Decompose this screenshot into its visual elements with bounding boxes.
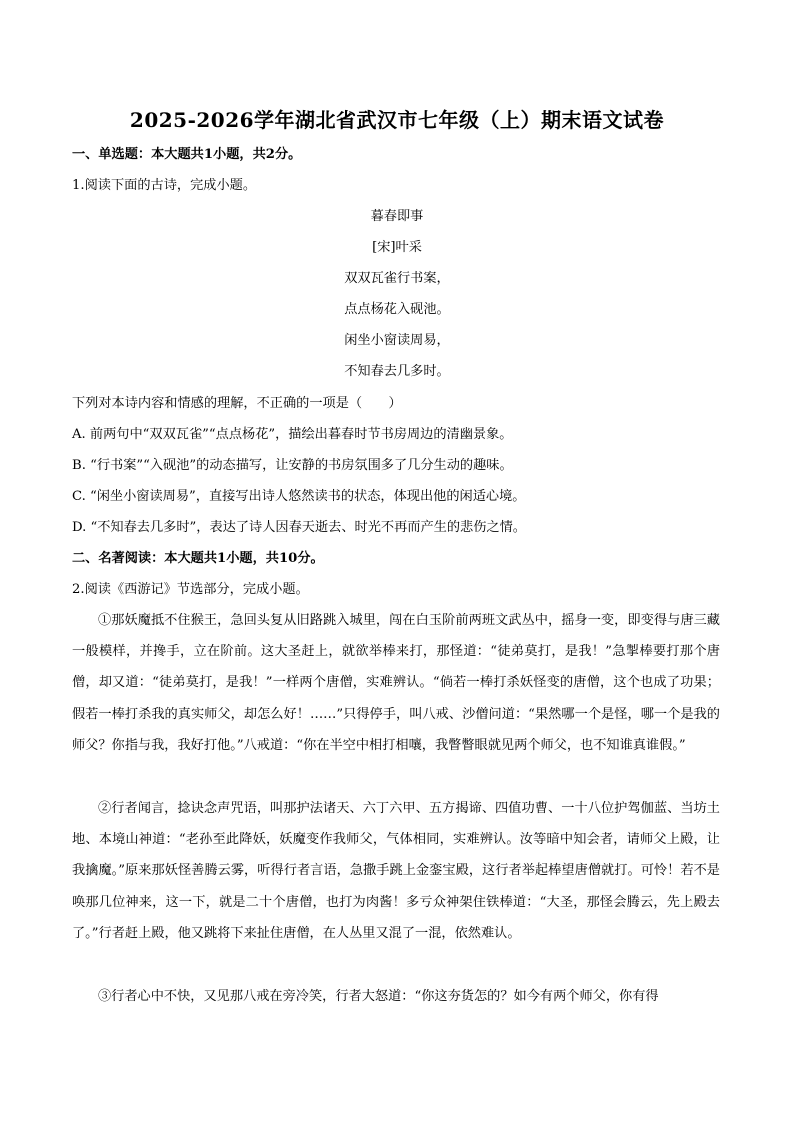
question-1-stem: 下列对本诗内容和情感的理解，不正确的一项是（ ） — [72, 396, 402, 411]
option-d: D. “不知春去几多时”，表达了诗人因春天逝去、时光不再而产生的悲伤之情。 — [72, 520, 526, 535]
page-title: 2025-2026学年湖北省武汉市七年级（上）期末语文试卷 — [129, 108, 665, 132]
poem-line-1: 双双瓦雀行书案， — [344, 271, 450, 286]
option-b: B. “行书案”“入砚池”的动态描写，让安静的书房氛围多了几分生动的趣味。 — [72, 458, 513, 473]
passage-paragraph-1: ①那妖魔抵不住猴王，急回头复从旧路跳入城里，闯在白玉阶前两班文武丛中，摇身一变，即变得与唐三藏一般模样，并搀手，立在阶前。这大圣赶上，就欲举棒来打，那怪道：“徒弟莫打，是我！”急掣棒要打那个唐僧，却又道：“徒弟莫打，是我！”一样两个唐僧，实难辨认。“倘若一棒打杀妖怪变的唐僧，这个也成了功果；假若一棒打杀我的真实师父，却怎么好！……”只得停手，叫八戒、沙僧问道：“果然哪一个是怪，哪一个是我的师父？你指与我，我好打他。”八戒道：“你在半空中相打相嚷，我瞥瞥眼就见两个师父，也不知谁真谁假。” — [72, 613, 720, 753]
poem-line-3: 闲坐小窗读周易， — [344, 333, 450, 348]
poem-line-2: 点点杨花入砚池。 — [344, 302, 450, 317]
section-1-heading: 一、单选题：本大题共1小题，共2分。 — [72, 147, 302, 162]
passage-paragraph-2: ②行者闻言，捻诀念声咒语，叫那护法诸天、六丁六甲、五方揭谛、四值功曹、一十八位护驾伽蓝、当坊土地、本境山神道：“老孙至此降妖，妖魔变作我师父，气体相同，实难辨认。汝等暗中知会者，请师父上殿，让我擒魔。”原来那妖怪善腾云雾，听得行者言语，急撒手跳上金銮宝殿，这行者举起棒望唐僧就打。可怜！若不是唤那几位神来，这一下，就是二十个唐僧，也打为肉酱！多亏众神架住铁棒道：“大圣，那怪会腾云，先上殿去了。”行者赶上殿，他又跳将下来扯住唐僧，在人丛里又混了一混，依然难认。 — [72, 801, 720, 941]
question-2-prompt: 2.阅读《西游记》节选部分，完成小题。 — [72, 582, 309, 597]
question-1-prompt: 1.阅读下面的古诗，完成小题。 — [72, 178, 257, 193]
poem-title: 暮春即事 — [370, 209, 424, 224]
poem-author: [宋]叶采 — [372, 240, 422, 255]
section-2-heading: 二、名著阅读：本大题共1小题，共10分。 — [72, 551, 324, 566]
option-a: A. 前两句中“双双瓦雀”“点点杨花”，描绘出暮春时节书房周边的清幽景象。 — [72, 427, 513, 442]
passage-paragraph-3: ③行者心中不快，又见那八戒在旁冷笑，行者大怒道：“你这夯货怎的？如今有两个师父，你有得 — [98, 989, 659, 1004]
option-c: C. “闲坐小窗读周易”，直接写出诗人悠然读书的状态，体现出他的闲适心境。 — [72, 489, 526, 504]
poem-line-4: 不知春去几多时。 — [344, 364, 450, 379]
